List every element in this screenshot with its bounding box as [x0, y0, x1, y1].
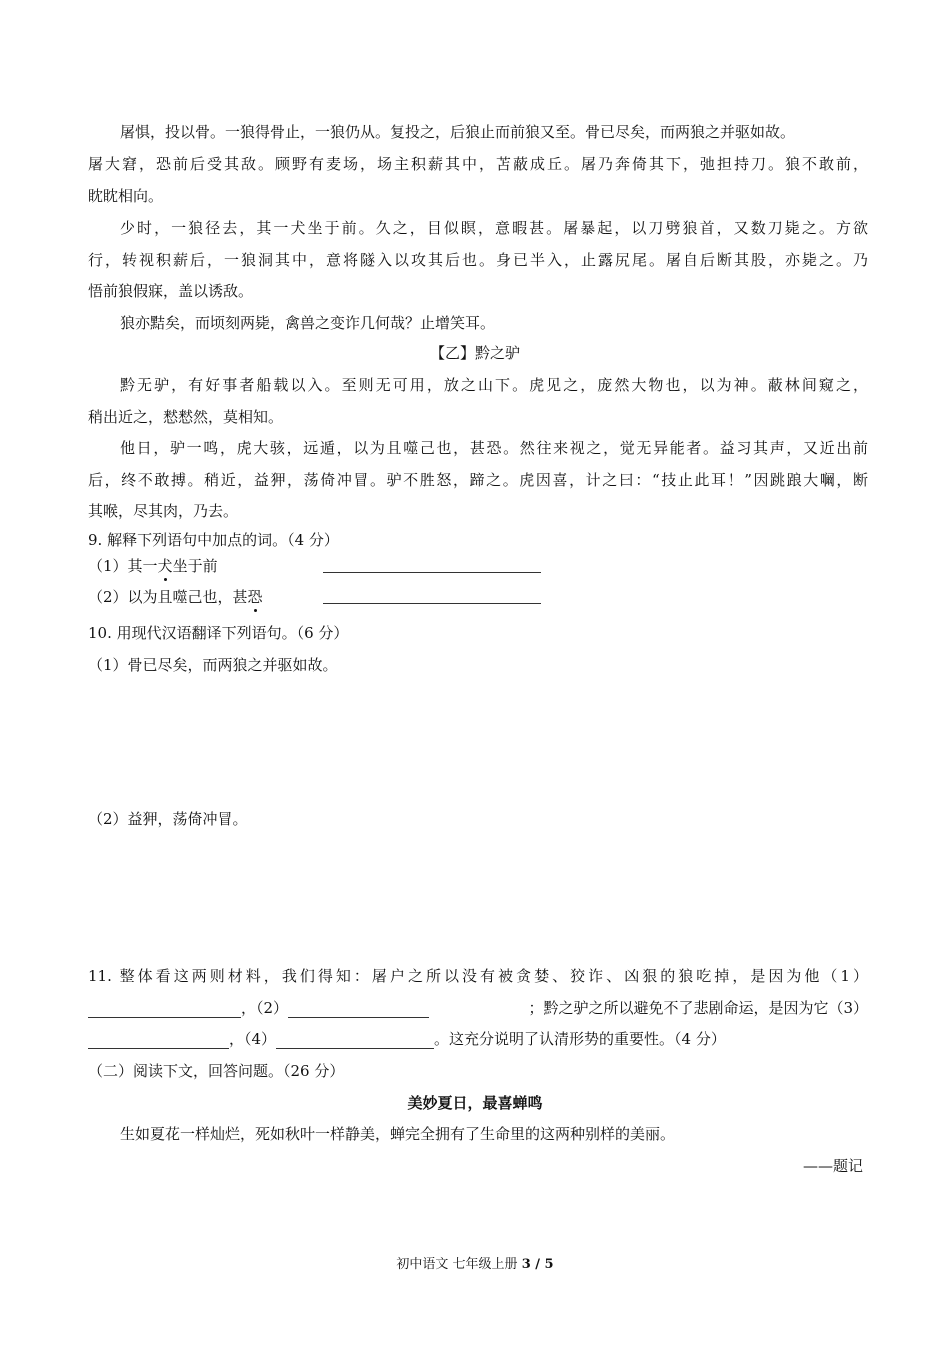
- question-11-text: ，（4）: [229, 1030, 277, 1048]
- question-9-item-1-text: 坐于前: [172, 557, 218, 575]
- answer-blank-11-4[interactable]: [276, 1032, 434, 1049]
- epigraph-source: ——题记: [802, 1157, 863, 1175]
- question-9-item-2-text: （2）以为且噬己也，甚: [88, 588, 248, 606]
- question-11-text: ，（2）: [241, 999, 289, 1017]
- passage-b-line: 稍出近之，慭慭然，莫相知。: [88, 408, 284, 426]
- passage-a-line: 行，转视积薪后，一狼洞其中，意将隧入以攻其后也。身已半入，止露尻尾。屠自后断其股，亦毙之。乃: [88, 251, 868, 269]
- article-title: 美妙夏日，最喜蝉鸣: [407, 1094, 543, 1112]
- answer-blank-11-3[interactable]: [88, 1032, 229, 1049]
- epigraph: 生如夏花一样灿烂，死如秋叶一样静美，蝉完全拥有了生命里的这两种别样的美丽。: [120, 1125, 676, 1143]
- passage-a-line: 少时，一狼径去，其一犬坐于前。久之，目似瞑，意暇甚。屠暴起，以刀劈狼首，又数刀毙之。方欲: [120, 219, 868, 237]
- answer-blank-9-1[interactable]: [323, 556, 541, 573]
- question-9-item-1-text: （1）其一: [88, 557, 158, 575]
- passage-b-line: 后，终不敢搏。稍近，益狎，荡倚冲冒。驴不胜怒，蹄之。虎因喜，计之曰：“技止此耳！”因跳踉大㘎，断: [88, 471, 868, 489]
- question-9-stem: 9. 解释下列语句中加点的词。（4 分）: [88, 531, 339, 549]
- passage-a-line: 屠惧，投以骨。一狼得骨止，一狼仍从。复投之，后狼止而前狼又至。骨已尽矣，而两狼之并驱如故。: [120, 123, 796, 141]
- question-10-item-1: （1）骨已尽矣，而两狼之并驱如故。: [88, 656, 338, 674]
- dotted-word: 恐: [247, 588, 263, 606]
- section-2-heading: （二）阅读下文，回答问题。（26 分）: [88, 1062, 345, 1080]
- passage-a-line: 悟前狼假寐，盖以诱敌。: [88, 282, 254, 300]
- passage-a-line: 眈眈相向。: [88, 187, 164, 205]
- answer-blank-11-2[interactable]: [288, 1001, 429, 1018]
- passage-a-line: 屠大窘，恐前后受其敌。顾野有麦场，场主积薪其中，苫蔽成丘。屠乃奔倚其下，弛担持刀。狼不敢前，: [88, 155, 868, 173]
- dotted-word: 犬: [157, 557, 173, 575]
- question-11-line: [88, 998, 868, 1018]
- question-11-text: 。这充分说明了认清形势的重要性。（4 分）: [434, 1030, 726, 1048]
- passage-b-line: 其喉，尽其肉，乃去。: [88, 502, 239, 520]
- question-11-line: [88, 1029, 868, 1049]
- page-number: 3 / 5: [521, 1257, 554, 1272]
- footer-text: 初中语文 七年级上册: [396, 1257, 522, 1272]
- passage-b-line: 他日，驴一鸣，虎大骇，远遁，以为且噬己也，甚恐。然往来视之，觉无异能者。益习其声，又近出前: [120, 439, 868, 457]
- passage-a-line: 狼亦黠矣，而顷刻两毙，禽兽之变诈几何哉？止增笑耳。: [120, 314, 496, 332]
- answer-blank-11-1[interactable]: [88, 1001, 241, 1018]
- question-11-text: ；黔之驴之所以避免不了悲剧命运，是因为它（3）: [528, 999, 868, 1017]
- answer-blank-9-2[interactable]: [323, 587, 541, 604]
- passage-b-line: 黔无驴，有好事者船载以入。至则无可用，放之山下。虎见之，庞然大物也，以为神。蔽林间窥之，: [120, 376, 868, 394]
- question-10-item-2: （2）益狎，荡倚冲冒。: [88, 810, 248, 828]
- question-11-line: 11. 整体看这两则材料，我们得知：屠户之所以没有被贪婪、狡诈、凶狠的狼吃掉，是因为他（1）: [88, 967, 868, 985]
- question-10-stem: 10. 用现代汉语翻译下列语句。（6 分）: [88, 624, 349, 642]
- passage-b-title: 【乙】黔之驴: [429, 344, 520, 362]
- page-footer: [0, 1253, 950, 1272]
